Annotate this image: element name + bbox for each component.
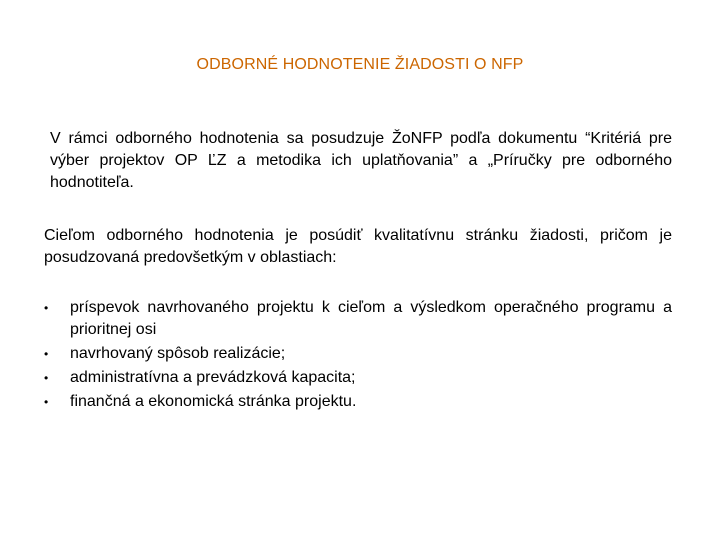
list-item	[44, 297, 672, 341]
list-item	[44, 391, 672, 413]
goal-paragraph: Cieľom odborného hodnotenia je posúdiť kvalitatívnu stránku žiadosti, pričom je posudzovaná predovšetkým v oblastiach:	[44, 227, 672, 266]
list-item	[44, 343, 672, 365]
list-item-text: finančná a ekonomická stránka projektu.	[70, 393, 357, 410]
list-item	[44, 367, 672, 389]
slide-title: ODBORNÉ HODNOTENIE ŽIADOSTI O NFP	[196, 56, 524, 73]
intro-paragraph: V rámci odborného hodnotenia sa posudzuje ŽoNFP podľa dokumentu “Kritériá pre výber projektov OP ĽZ a metodika ich uplatňovania” a „Príručky pre odborného hodnotiteľa.	[50, 130, 672, 191]
bullet-icon: •	[44, 301, 49, 315]
bullet-icon: •	[44, 347, 49, 361]
bullet-icon: •	[44, 371, 49, 385]
list-item-text: administratívna a prevádzková kapacita;	[70, 369, 356, 386]
bullet-icon: •	[44, 395, 49, 409]
list-item-text: navrhovaný spôsob realizácie;	[70, 345, 286, 362]
criteria-list	[44, 297, 672, 415]
list-item-text: príspevok navrhovaného projektu k cieľom a výsledkom operačného programu a prioritnej osi	[70, 299, 672, 338]
